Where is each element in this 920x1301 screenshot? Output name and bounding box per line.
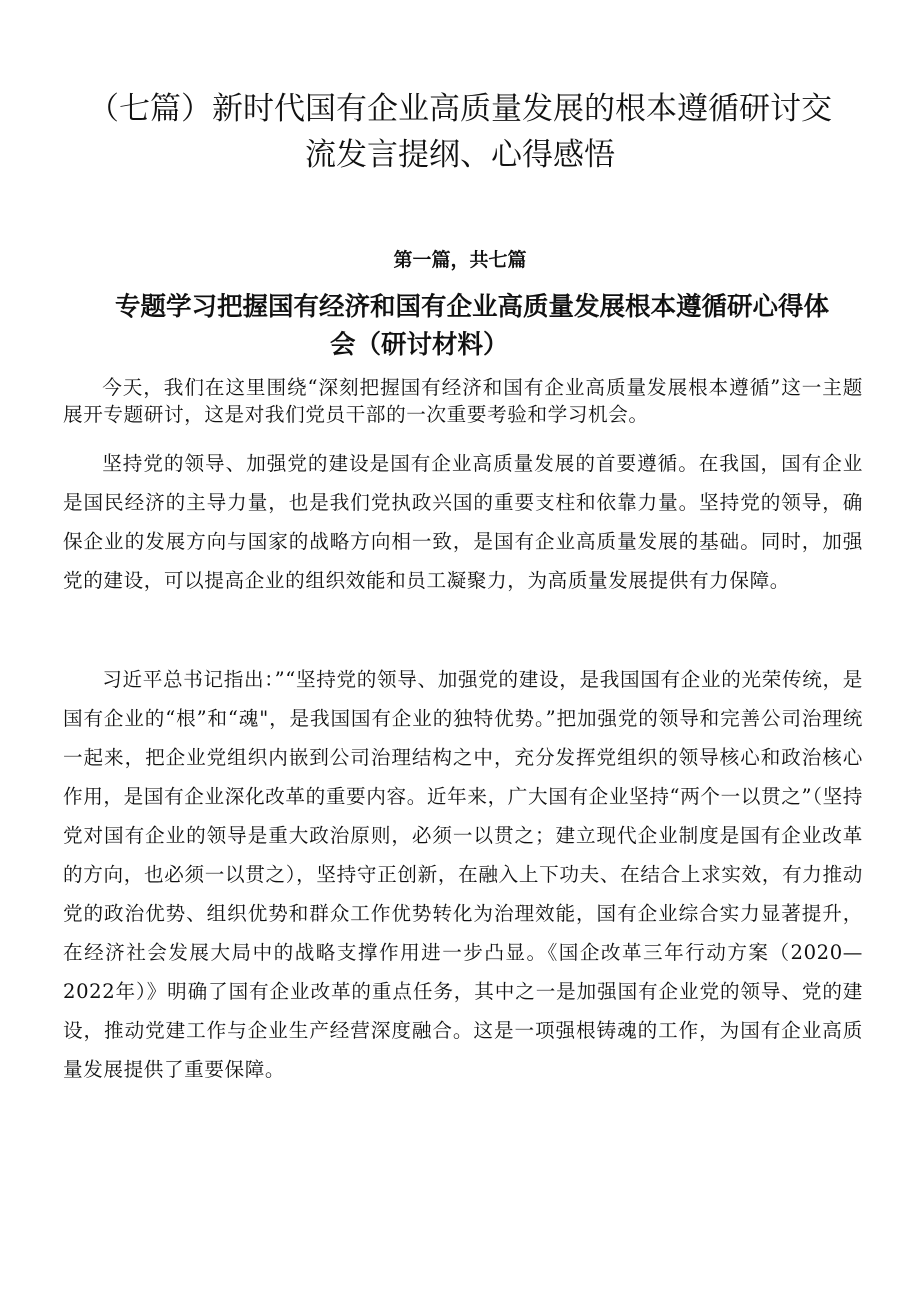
document-title-line-2: 流发言提纲、心得感悟	[305, 137, 615, 173]
body-paragraph-2: 坚持党的领导、加强党的建设是国有企业高质量发展的首要遵循。在我国，国有企业是国民经济的主导力量，也是我们党执政兴国的重要支柱和依靠力量。坚持党的领导，确保企业的发展方向与国家的战略方向相一致，是国有企业高质量发展的基础。同时，加强党的建设，可以提高企业的组织效能和员工凝聚力，为高质量发展提供有力保障。	[63, 452, 863, 592]
section-title-line-2: 会（研讨材料）	[330, 330, 509, 360]
section-title	[115, 288, 865, 364]
document-title-line-1: （七篇）新时代国有企业高质量发展的根本遵循研讨交	[88, 91, 832, 127]
body-paragraph-3: 习近平总书记指出：”“坚持党的领导、加强党的建设，是我国国有企业的光荣传统，是国有企业的“根”和“魂"，是我国国有企业的独特优势。”把加强党的领导和完善公司治理统一起来，把企业党组织内嵌到公司治理结构之中，充分发挥党组织的领导核心和政治核心作用，是国有企业深化改革的重要内容。近年来，广大国有企业坚持“两个一以贯之”（坚持党对国有企业的领导是重大政治原则，必须一以贯之；建立现代企业制度是国有企业改革的方向，也必须一以贯之），坚持守正创新，在融入上下功夫、在结合上求实效，有力推动党的政治优势、组织优势和群众工作优势转化为治理效能，国有企业综合实力显著提升，在经济社会发展大局中的战略支撑作用进一步凸显。《国企改革三年行动方案（2020—2022年）》明确了国有企业改革的重点任务，其中之一是加强国有企业党的领导、党的建设，推动党建工作与企业生产经营深度融合。这是一项强根铸魂的工作，为国有企业高质量发展提供了重要保障。	[63, 668, 863, 1081]
document-title	[60, 86, 860, 178]
part-label: 第一篇，共七篇	[393, 249, 527, 271]
section-title-line-1: 专题学习把握国有经济和国有企业高质量发展根本遵循研心得体	[115, 292, 830, 322]
body-paragraph-1: 今天，我们在这里围绕“深刻把握国有经济和国有企业高质量发展根本遵循”这一主题展开专题研讨，这是对我们党员干部的一次重要考验和学习机会。	[63, 376, 863, 426]
